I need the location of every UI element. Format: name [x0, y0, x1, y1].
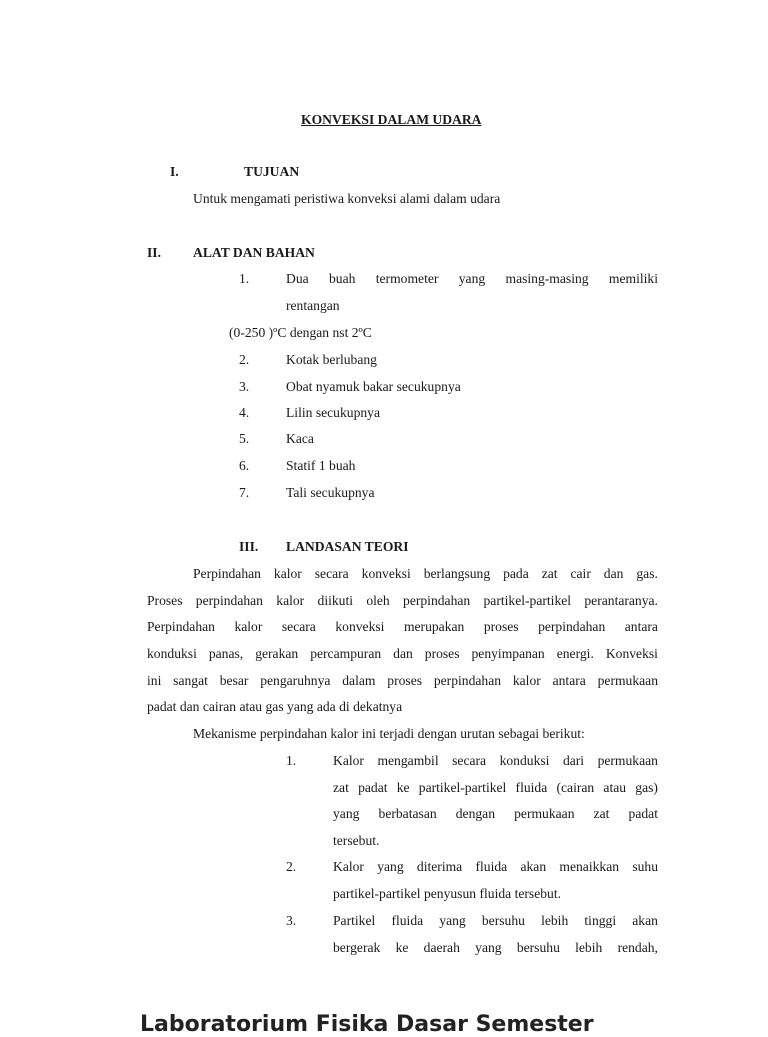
section-number-alat: II.: [147, 245, 161, 260]
paragraph-line: ini sangat besar pengaruhnya dalam proses perpindahan kalor antara permukaan: [147, 673, 658, 688]
list-number: 2.: [286, 859, 297, 874]
list-number: 3.: [286, 913, 297, 928]
step-line: bergerak ke daerah yang bersuhu lebih rendah,: [333, 940, 658, 955]
list-number: 3.: [239, 379, 250, 394]
step-line: Kalor yang diterima fluida akan menaikkan suhu: [333, 859, 658, 874]
section-heading-tujuan: TUJUAN: [244, 164, 300, 179]
step-line: Kalor mengambil secara konduksi dari permukaan: [333, 753, 658, 768]
section-number-tujuan: I.: [170, 164, 179, 179]
step-line: tersebut.: [333, 833, 380, 848]
page-footer-label: Laboratorium Fisika Dasar Semester: [140, 1012, 594, 1037]
section-heading-teori: LANDASAN TEORI: [286, 539, 409, 554]
list-item-text: rentangan: [286, 298, 340, 313]
paragraph-line: konduksi panas, gerakan percampuran dan proses penyimpanan energi. Konveksi: [147, 646, 658, 661]
list-item-text: Lilin secukupnya: [286, 405, 381, 420]
step-line: partikel-partikel penyusun fluida tersebut.: [333, 886, 562, 901]
list-item-text: Kaca: [286, 431, 314, 446]
step-line: Partikel fluida yang bersuhu lebih tinggi akan: [333, 913, 658, 928]
list-number: 7.: [239, 485, 250, 500]
list-number: 5.: [239, 431, 250, 446]
mechanism-intro: Mekanisme perpindahan kalor ini terjadi dengan urutan sebagai berikut:: [193, 726, 585, 741]
list-number: 1.: [239, 271, 250, 286]
list-number: 6.: [239, 458, 250, 473]
list-item-text: Statif 1 buah: [286, 458, 356, 473]
paragraph-line: Perpindahan kalor secara konveksi berlangsung pada zat cair dan gas.: [193, 566, 658, 581]
list-item-text: Dua buah termometer yang masing-masing memiliki: [286, 271, 658, 286]
list-item-text: (0-250 )ºC dengan nst 2ºC: [229, 325, 372, 340]
list-number: 2.: [239, 352, 250, 367]
tujuan-text: Untuk mengamati peristiwa konveksi alami dalam udara: [193, 191, 501, 206]
list-item-text: Tali secukupnya: [286, 485, 375, 500]
list-number: 4.: [239, 405, 250, 420]
paragraph-line: padat dan cairan atau gas yang ada di dekatnya: [147, 699, 403, 714]
list-item-text: Kotak berlubang: [286, 352, 377, 367]
list-item-text: Obat nyamuk bakar secukupnya: [286, 379, 461, 394]
document-title: KONVEKSI DALAM UDARA: [301, 112, 482, 127]
step-line: yang berbatasan dengan permukaan zat padat: [333, 806, 658, 821]
section-heading-alat: ALAT DAN BAHAN: [193, 245, 315, 260]
paragraph-line: Perpindahan kalor secara konveksi merupakan proses perpindahan antara: [147, 619, 658, 634]
paragraph-line: Proses perpindahan kalor diikuti oleh perpindahan partikel-partikel perantaranya.: [147, 593, 658, 608]
step-line: zat padat ke partikel-partikel fluida (cairan atau gas): [333, 780, 658, 795]
list-number: 1.: [286, 753, 297, 768]
section-number-teori: III.: [239, 539, 259, 554]
